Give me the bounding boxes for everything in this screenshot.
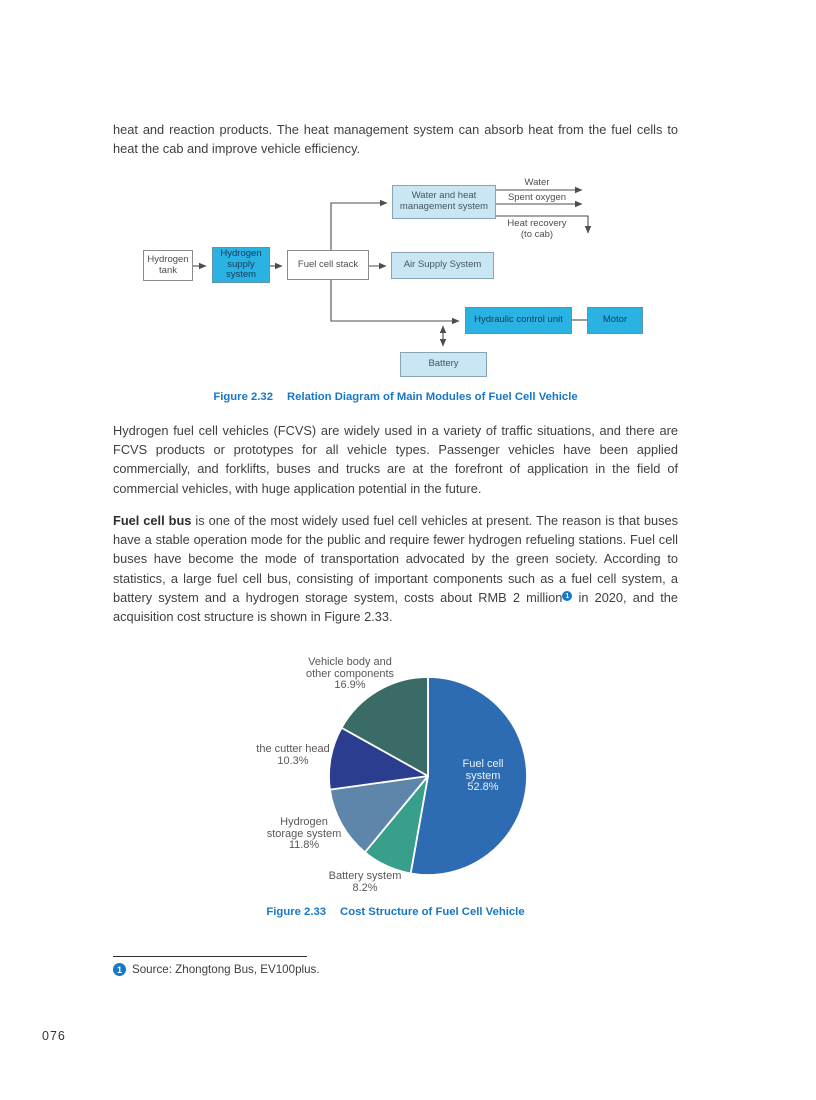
diagram-box-water-heat-management <box>392 185 496 219</box>
footnote-marker-icon: 1 <box>113 963 126 976</box>
pie-label-value: 16.9% <box>334 679 366 692</box>
flow-label-water: Water <box>524 177 550 188</box>
pie-label-line: Battery system <box>328 870 402 882</box>
figure-caption-label: Figure 2.32 <box>213 391 273 403</box>
diagram-box-hydrogen-tank <box>143 250 193 281</box>
diagram-box-battery <box>400 352 487 377</box>
paragraph-heat-management: heat and reaction products. The heat management system can absorb heat from the fuel cells to heat the cab and improve vehicle efficiency. <box>113 122 678 157</box>
flow-label-heat-recovery-line1: Heat recovery <box>507 218 567 229</box>
flow-label-spent-oxygen: Spent oxygen <box>507 192 567 203</box>
diagram-box-label: Water and heat management system <box>399 190 489 212</box>
diagram-box-motor <box>587 307 643 334</box>
pie-label-line: Fuel cell <box>462 758 504 770</box>
footnote <box>113 963 320 976</box>
diagram-box-label: Motor <box>602 314 628 326</box>
pie-label-value: 8.2% <box>352 881 378 894</box>
pie-label-value: 10.3% <box>277 754 309 767</box>
pie-label-vehicle-body <box>290 657 410 692</box>
pie-label-line: Hydrogen <box>280 816 328 828</box>
footnote-separator <box>113 956 307 957</box>
diagram-box-label: Fuel cell stack <box>297 258 359 270</box>
diagram-box-fuel-cell-stack <box>287 250 369 280</box>
pie-label-battery-system <box>305 871 425 894</box>
pie-label-line: storage system <box>266 827 342 840</box>
pie-label-value: 11.8% <box>288 839 320 852</box>
pie-label-line: the cutter head <box>256 743 330 755</box>
figure-caption-label: Figure 2.33 <box>266 906 327 918</box>
diagram-box-label: Battery <box>428 358 459 370</box>
figure-caption-title: Cost Structure of Fuel Cell Vehicle <box>340 906 525 918</box>
figure-2-33-caption <box>113 906 678 918</box>
diagram-box-label: Hydraulic control unit <box>474 314 563 326</box>
paragraph-fcvs-usage: Hydrogen fuel cell vehicles (FCVS) are widely used in a variety of traffic situations, and there are FCVS products or prototypes for all vehicle types. Passenger vehicles have been applied commercially, and forklifts, buses and trucks are at the forefront of application in the field of commercial vehicles, with huge application potential in the future. <box>113 423 678 496</box>
diagram-box-label: Hydrogen supply system <box>220 248 262 281</box>
page-number: 076 <box>42 1029 66 1043</box>
diagram-box-label: Hydrogen tank <box>147 253 189 276</box>
flow-label-heat-recovery-line2: (to cab) <box>520 228 554 240</box>
paragraph-fuel-cell-bus <box>113 511 678 626</box>
pie-label-line: Vehicle body and <box>308 656 392 668</box>
pie-label-cutter-head <box>233 744 353 767</box>
pie-label-line: other components <box>305 667 395 680</box>
pie-label-line: system <box>465 769 501 782</box>
footnote-reference-marker: 1 <box>562 591 572 601</box>
paragraph-fuel-cell-bus-text1: is one of the most widely used fuel cell vehicles at present. The reason is that buses have a stable operation mode for the public and require fewer hydrogen refueling stations. Fuel cell buses have become the mode of transportation advocated by the green society. According to statistics, a large fuel cell bus, consisting of important components such as a fuel cell system, a battery system and a hydrogen storage system, costs about RMB 2 million <box>113 513 678 605</box>
pie-label-value: 52.8% <box>467 781 499 794</box>
diagram-box-label: Air Supply System <box>403 259 482 271</box>
figure-caption-title: Relation Diagram of Main Modules of Fuel Cell Vehicle <box>287 391 578 403</box>
pie-label-fuel-cell-system <box>423 759 543 794</box>
diagram-box-air-supply-system <box>391 252 494 279</box>
flow-label-heat-recovery <box>494 219 580 240</box>
figure-2-32-caption <box>113 391 678 403</box>
diagram-box-hydraulic-control-unit <box>465 307 572 334</box>
footnote-text: Source: Zhongtong Bus, EV100plus. <box>132 963 320 976</box>
paragraph-fuel-cell-bus-text2: in 2020, and the acquisition cost structure is shown in Figure 2.33. <box>113 589 678 625</box>
bold-lead-fuel-cell-bus: Fuel cell bus <box>113 513 192 528</box>
diagram-box-hydrogen-supply-system <box>212 247 270 283</box>
pie-label-hydrogen-storage <box>244 817 364 852</box>
